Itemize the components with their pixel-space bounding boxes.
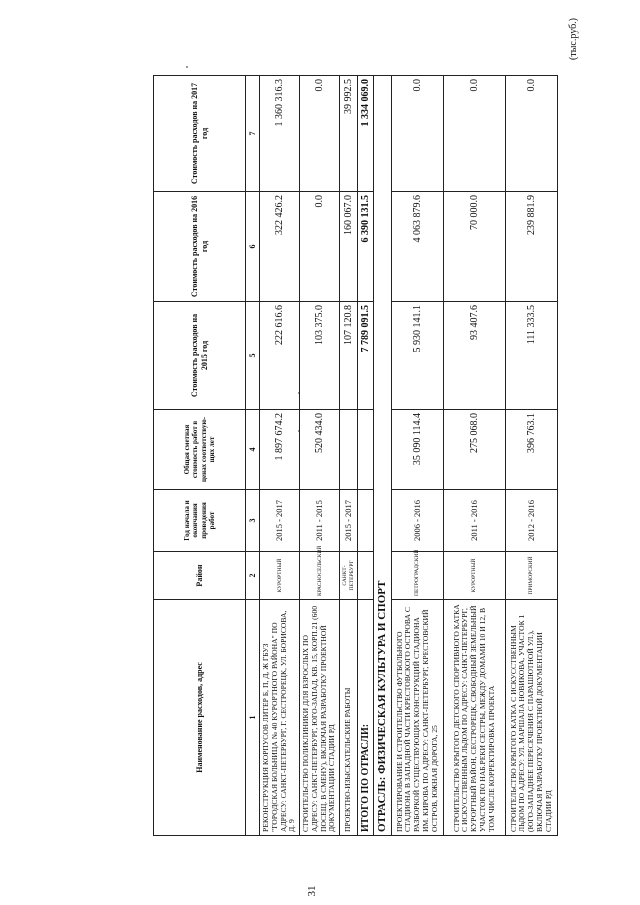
- row-district: КУРОРТНЫЙ: [443, 552, 505, 600]
- table-row: [391, 76, 443, 836]
- sector-row: [374, 76, 392, 836]
- row-cost-2015: 107 120.8: [340, 302, 358, 410]
- row-cost-2015: 111 333.5: [505, 302, 557, 410]
- row-cost-2017: 0.0: [391, 76, 443, 192]
- row-district: ПРИМОРСКИЙ: [505, 552, 557, 600]
- table-row: [443, 76, 505, 836]
- col-number-1: 1: [246, 600, 260, 836]
- total-cost-2016: 6 390 131.5: [357, 192, 374, 302]
- total-cost-2015: 7 789 091.5: [357, 302, 374, 410]
- row-name: СТРОИТЕЛЬСТВО КРЫТОГО КАТКА С ИСКУССТВЕННЫМ ЛЬДОМ ПО АДРЕСУ: УЛ. МАРШАЛА НОВИКОВА, УЧАСТОК 1 (ЮГО-ЗАПАДНЕЕ ПЕРЕСЕЧЕНИЯ С ПАРАШЮТНОЙ УЛ.), ВКЛЮЧАЯ РАЗРАБОТКУ ПРОЕКТНОЙ ДОКУМЕНТАЦИИ СТАДИИ РД: [505, 600, 557, 836]
- row-cost-2016: 4 063 879.6: [391, 192, 443, 302]
- row-cost-2016: 160 067.0: [340, 192, 358, 302]
- table-row: [260, 76, 300, 836]
- row-period: 2012 - 2016: [505, 490, 557, 552]
- total-total-cost: [357, 410, 374, 490]
- row-cost-2015: 222 616.6: [260, 302, 300, 410]
- row-cost-2015: 5 930 141.1: [391, 302, 443, 410]
- row-cost-2016: 0.0: [300, 192, 340, 302]
- row-total-cost: 520 434.0: [300, 410, 340, 490]
- row-district: ПЕТРОГРАДСКИЙ: [391, 552, 443, 600]
- row-total-cost: 275 068.0: [443, 410, 505, 490]
- table-row: [300, 76, 340, 836]
- row-cost-2017: 0.0: [505, 76, 557, 192]
- row-cost-2015: 93 407.6: [443, 302, 505, 410]
- col-number-6: 6: [246, 192, 260, 302]
- table-row: [505, 76, 557, 836]
- header-name: Наименование расходов, адрес: [154, 600, 246, 836]
- header-period: Год начала и окончания проведения работ: [154, 490, 246, 552]
- total-row: [357, 76, 374, 836]
- row-total-cost: 396 763.1: [505, 410, 557, 490]
- row-period: 2015 - 2017: [260, 490, 300, 552]
- header-total-cost: Общая сметная стоимость работ в ценах соответствую-щих лет: [154, 410, 246, 490]
- page-number: 31: [306, 885, 318, 897]
- col-number-7: 7: [246, 76, 260, 192]
- sector-label: ОТРАСЛЬ: ФИЗИЧЕСКАЯ КУЛЬТУРА И СПОРТ: [374, 76, 392, 836]
- row-period: 2006 - 2016: [391, 490, 443, 552]
- total-cost-2017: 1 334 069.0: [357, 76, 374, 192]
- column-number-row: [246, 76, 260, 836]
- row-total-cost: [340, 410, 358, 490]
- row-cost-2016: 322 426.2: [260, 192, 300, 302]
- row-cost-2017: 1 360 316.3: [260, 76, 300, 192]
- table-row: [340, 76, 358, 836]
- row-period: 2011 - 2016: [443, 490, 505, 552]
- row-district: КРАСНОСЕЛЬСКИЙ: [300, 552, 340, 600]
- header-district: Район: [154, 552, 246, 600]
- col-number-4: 4: [246, 410, 260, 490]
- total-district: [357, 552, 374, 600]
- row-district: КУРОРТНЫЙ: [260, 552, 300, 600]
- row-name: СТРОИТЕЛЬСТВО ПОЛИКЛИНИКИ ДЛЯ ВЗРОСЛЫХ ПО АДРЕСУ: САНКТ-ПЕТЕРБУРГ, ЮГО-ЗАПАД, КВ. 15, КОРП.21 (600 ПОСЕЩ. В СМЕНУ), ВКЛЮЧАЯ РАЗРАБОТКУ ПРОЕКТНОЙ ДОКУМЕНТАЦИИ СТАДИИ РД: [300, 600, 340, 836]
- row-cost-2017: 39 992.5: [340, 76, 358, 192]
- row-cost-2017: 0.0: [300, 76, 340, 192]
- row-name: ПРОЕКТНО-ИЗЫСКАТЕЛЬСКИЕ РАБОТЫ: [340, 600, 358, 836]
- header-cost-2015: Стоимость расходов на 2015 год: [154, 302, 246, 410]
- col-number-3: 3: [246, 490, 260, 552]
- row-name: ПРОЕКТИРОВАНИЕ И СТРОИТЕЛЬСТВО ФУТБОЛЬНОГО СТАДИОНА В ЗАПАДНОЙ ЧАСТИ КРЕСТОВСКОГО ОСТРОВА С РАЗБОРКОЙ СУЩЕСТВУЮЩИХ КОНСТРУКЦИЙ СТАДИОНА ИМ. КИРОВА ПО АДРЕСУ: САНКТ-ПЕТЕРБУРГ, КРЕСТОВСКИЙ ОСТРОВ, ЮЖНАЯ ДОРОГА, 25: [391, 600, 443, 836]
- header-row: [154, 76, 246, 836]
- rotated-table-sheet: [153, 76, 623, 836]
- row-name: СТРОИТЕЛЬСТВО КРЫТОГО ДЕТСКОГО СПОРТИВНОГО КАТКА С ИСКУССТВЕННЫМ ЛЬДОМ ПО АДРЕСУ: САНКТ-ПЕТЕРБУРГ, КУРОРТНЫЙ РАЙОН, СЕСТРОРЕЦК, СВОБОДНЫЙ ЗЕМЕЛЬНЫЙ УЧАСТОК ПО НАБ.РЕКИ СЕСТРЫ, МЕЖДУ ДОМАМИ 10 И 12, В ТОМ ЧИСЛЕ КОРРЕКТИРОВКА ПРОЕКТА: [443, 600, 505, 836]
- scan-speck: [186, 66, 188, 68]
- header-cost-2016: Стоимость расходов на 2016 год: [154, 192, 246, 302]
- row-total-cost: 1 897 674.2: [260, 410, 300, 490]
- unit-note: (тыс.руб.): [568, 17, 579, 60]
- total-period: [357, 490, 374, 552]
- col-number-5: 5: [246, 302, 260, 410]
- row-period: 2015 - 2017: [340, 490, 358, 552]
- total-label: ИТОГО ПО ОТРАСЛИ:: [357, 600, 374, 836]
- header-cost-2017: Стоимость расходов на 2017 год: [154, 76, 246, 192]
- row-cost-2017: 0.0: [443, 76, 505, 192]
- row-total-cost: 35 090 114.4: [391, 410, 443, 490]
- row-district: САНКТ-ПЕТЕРБУРГ: [340, 552, 358, 600]
- row-cost-2016: 239 881.9: [505, 192, 557, 302]
- expenditure-table: [153, 75, 558, 836]
- row-period: 2011 - 2015: [300, 490, 340, 552]
- row-cost-2016: 70 000.0: [443, 192, 505, 302]
- col-number-2: 2: [246, 552, 260, 600]
- row-name: РЕКОНСТРУКЦИЯ КОРПУСОВ ЛИТЕР Б, П, Д, Ж ГБУЗ "ГОРОДСКАЯ БОЛЬНИЦА № 40 КУРОРТНОГО РАЙОНА" ПО АДРЕСУ: САНКТ-ПЕТЕРБУРГ, Г. СЕСТРОРЕЦК, УЛ. БОРИСОВА, Д. 9: [260, 600, 300, 836]
- row-cost-2015: 103 375.0: [300, 302, 340, 410]
